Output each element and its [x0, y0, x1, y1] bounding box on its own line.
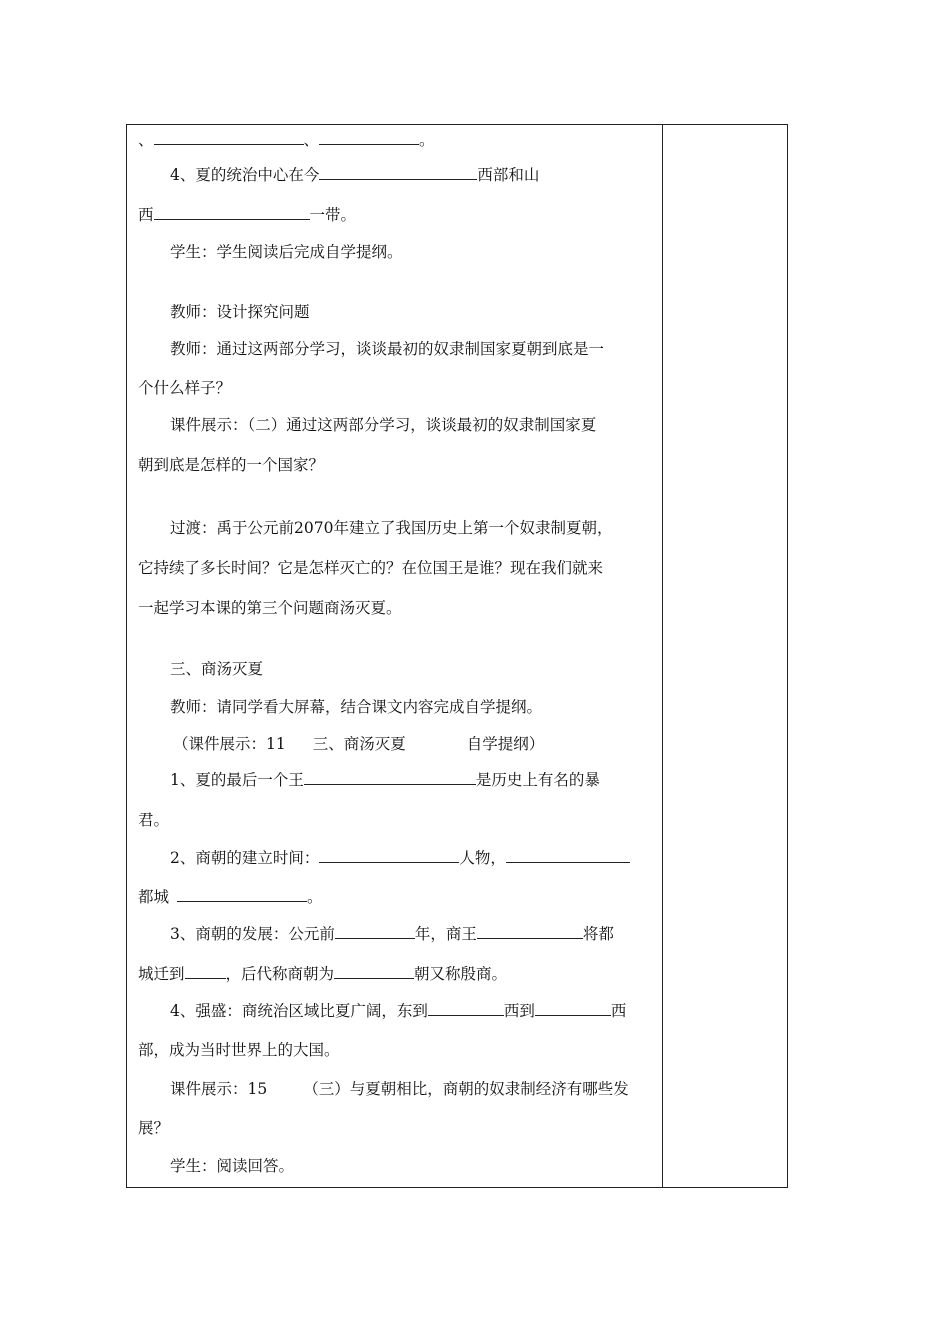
item-3-line1 [170, 924, 614, 944]
end-mark: 。 [419, 131, 435, 149]
item-3-line2 [138, 964, 507, 984]
section-heading-3: 三、商汤灭夏 [170, 660, 264, 678]
blank-field [154, 130, 304, 145]
blank-field [428, 1001, 504, 1016]
notes-cell [663, 125, 787, 1187]
blank-field [185, 964, 226, 979]
courseware-line-1b: 朝到底是怎样的一个国家？ [138, 456, 325, 474]
text: （课件展示：11 [173, 735, 286, 753]
item-2-line1 [170, 848, 630, 868]
text: 3、商朝的发展：公元前 [170, 925, 335, 943]
blank-field [319, 165, 477, 180]
item-4-line2: 部，成为当时世界上的大国。 [138, 1041, 340, 1059]
blank-field [304, 770, 476, 785]
text: 4、夏的统治中心在今 [170, 166, 320, 184]
item-2-line2 [138, 887, 323, 907]
teacher-line-1: 教师：设计探究问题 [170, 303, 310, 321]
student-line-1: 学生：学生阅读后完成自学提纲。 [170, 243, 403, 261]
text: 人物， [459, 849, 506, 867]
text: 三、商汤灭夏 [312, 735, 406, 753]
text: 4、强盛：商统治区域比夏广阔，东到 [170, 1002, 428, 1020]
text: （三）与夏朝相比，商朝的奴隶制经济有哪些发 [303, 1080, 629, 1098]
transition-line-2: 它持续了多长时间？它是怎样灭亡的？在位国王是谁？现在我们就来 [138, 559, 604, 577]
text: 朝又称殷商。 [414, 965, 508, 983]
item-1-line2: 君。 [138, 811, 170, 829]
text: 西部和山 [477, 166, 540, 184]
text: 一带。 [309, 206, 357, 224]
teacher-line-3: 教师：请同学看大屏幕，结合课文内容完成自学提纲。 [170, 698, 543, 716]
text: 西到 [503, 1002, 535, 1020]
text: 都城 [138, 888, 170, 906]
teacher-line-2b: 个什么样子？ [138, 379, 232, 397]
transition-line-3: 一起学习本课的第三个问题商汤灭夏。 [138, 599, 402, 617]
blank-field [506, 848, 630, 863]
blank-field [477, 924, 583, 939]
courseware-line-2 [173, 734, 544, 754]
transition-line-1: 过渡：禹于公元前2070年建立了我国历史上第一个奴隶制夏朝， [170, 519, 613, 537]
lesson-table [126, 124, 788, 1188]
courseware-line-3a [170, 1079, 629, 1099]
question-4-line1 [170, 165, 539, 185]
text: 将都 [582, 925, 614, 943]
text: 课件展示：15 [170, 1080, 268, 1098]
blank-field [154, 205, 310, 220]
text: 自学提纲） [466, 735, 545, 753]
blank-field [334, 964, 414, 979]
text: 2、商朝的建立时间： [170, 849, 320, 867]
text: 年，商王 [414, 925, 477, 943]
separator: 、 [303, 131, 320, 149]
question-4-line2 [138, 205, 356, 225]
blank-field [177, 887, 307, 902]
q4-continuation [138, 130, 435, 150]
item-4-line1 [170, 1001, 626, 1021]
text: 1、夏的最后一个王 [170, 771, 304, 789]
student-line-2: 学生：阅读回答。 [170, 1157, 295, 1175]
item-1-line1 [170, 770, 600, 790]
text: 城迁到 [138, 965, 185, 983]
text: 。 [307, 888, 323, 906]
blank-field [319, 848, 459, 863]
courseware-line-3b: 展？ [138, 1119, 170, 1137]
blank-field [535, 1001, 611, 1016]
mark: 、 [138, 131, 154, 149]
text: 是历史上有名的暴 [475, 771, 600, 789]
teacher-line-2a: 教师：通过这两部分学习，谈谈最初的奴隶制国家夏朝到底是一 [170, 340, 605, 358]
courseware-line-1a: 课件展示：（二）通过这两部分学习，谈谈最初的奴隶制国家夏 [170, 416, 597, 434]
blank-field [319, 130, 419, 145]
text: 西 [610, 1002, 627, 1020]
text: 西 [138, 206, 154, 224]
main-content-cell [127, 125, 662, 1187]
blank-field [335, 924, 415, 939]
text: ，后代称商朝为 [225, 965, 335, 983]
